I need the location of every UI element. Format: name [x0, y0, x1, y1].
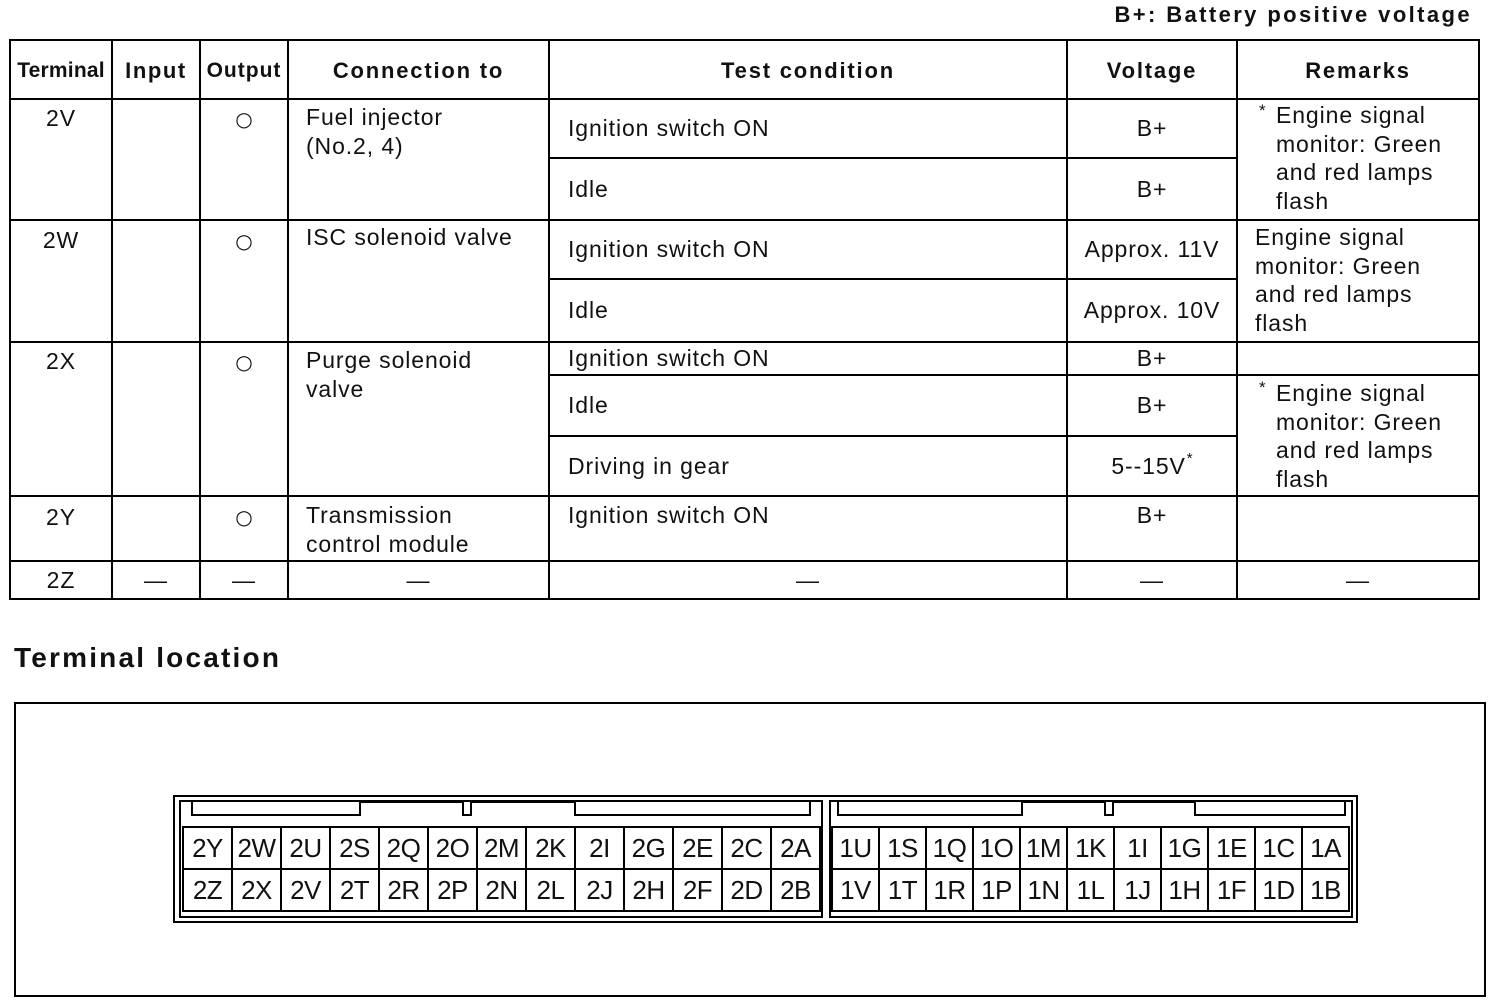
connection-line: Fuel injector — [306, 104, 443, 130]
test-condition-cell: Idle — [550, 159, 1068, 221]
connection-line: Transmission — [306, 502, 453, 528]
remarks-cell-empty — [1238, 343, 1480, 376]
header-remarks: Remarks — [1238, 41, 1480, 100]
connection-cell — [289, 343, 550, 497]
output-circle-icon: ○ — [235, 505, 253, 529]
terminal-location-title: Terminal location — [14, 642, 282, 673]
terminal-cell: 2Y — [11, 497, 113, 562]
terminal-pin-2q: 2Q — [380, 828, 429, 870]
terminal-pin-1f: 1F — [1209, 870, 1256, 912]
voltage-cell — [1068, 437, 1238, 497]
terminal-pin-2t: 2T — [331, 870, 380, 912]
test-condition-cell: — — [550, 562, 1068, 600]
terminal-pin-1k: 1K — [1068, 828, 1115, 870]
terminal-pin-1p: 1P — [974, 870, 1021, 912]
input-cell — [113, 497, 201, 562]
terminal-table — [9, 39, 1480, 600]
connector-2-pin-grid — [182, 826, 821, 912]
terminal-pin-1l: 1L — [1068, 870, 1115, 912]
connection-line: ISC solenoid valve — [306, 224, 513, 250]
terminal-pin-2x: 2X — [233, 870, 282, 912]
remarks-line: monitor: Green — [1276, 130, 1442, 157]
terminal-pin-2a: 2A — [772, 828, 821, 870]
terminal-pin-1i: 1I — [1115, 828, 1162, 870]
voltage-cell: B+ — [1068, 343, 1238, 376]
connector-1-key-outline — [838, 802, 1345, 815]
test-condition-cell: Idle — [550, 280, 1068, 343]
terminal-pin-2z: 2Z — [184, 870, 233, 912]
terminal-pin-2r: 2R — [380, 870, 429, 912]
header-terminal: Terminal — [11, 41, 113, 100]
remarks-line: flash — [1255, 309, 1309, 336]
test-condition-cell: Driving in gear — [550, 437, 1068, 497]
terminal-pin-1b: 1B — [1303, 870, 1350, 912]
terminal-pin-2e: 2E — [674, 828, 723, 870]
connector-1-pin-grid — [831, 826, 1350, 912]
terminal-cell: 2X — [11, 343, 113, 497]
terminal-pin-2o: 2O — [429, 828, 478, 870]
remarks-line: and red lamps — [1276, 437, 1434, 463]
legend-battery-voltage: B+: Battery positive voltage — [1114, 2, 1472, 27]
test-condition-cell: Ignition switch ON — [550, 100, 1068, 159]
terminal-pin-2g: 2G — [625, 828, 674, 870]
output-circle-icon: ○ — [235, 229, 253, 253]
remarks-line: and red lamps — [1255, 281, 1413, 307]
terminal-pin-2j: 2J — [576, 870, 625, 912]
terminal-cell: 2V — [11, 100, 113, 221]
footnote-asterisk: * — [1259, 101, 1266, 120]
output-circle-icon: ○ — [235, 107, 253, 131]
terminal-pin-1n: 1N — [1021, 870, 1068, 912]
terminal-pin-2m: 2M — [478, 828, 527, 870]
voltage-cell: B+ — [1068, 100, 1238, 159]
terminal-pin-2u: 2U — [282, 828, 331, 870]
terminal-pin-1u: 1U — [833, 828, 880, 870]
terminal-pin-2s: 2S — [331, 828, 380, 870]
connection-line: control module — [306, 530, 470, 557]
terminal-pin-2v: 2V — [282, 870, 331, 912]
voltage-footnote-asterisk: * — [1186, 449, 1193, 467]
terminal-pin-1v: 1V — [833, 870, 880, 912]
test-condition-cell: Ignition switch ON — [550, 497, 1068, 562]
remarks-cell — [1238, 100, 1480, 221]
connection-line: (No.2, 4) — [306, 132, 404, 159]
remarks-line: monitor: Green — [1276, 408, 1442, 435]
output-cell — [201, 221, 289, 343]
voltage-cell: B+ — [1068, 159, 1238, 221]
terminal-cell: 2W — [11, 221, 113, 343]
terminal-pin-2y: 2Y — [184, 828, 233, 870]
voltage-cell: B+ — [1068, 497, 1238, 562]
remarks-line: Engine signal — [1255, 224, 1405, 250]
input-cell — [113, 343, 201, 497]
terminal-pin-1o: 1O — [974, 828, 1021, 870]
remarks-cell-empty — [1238, 497, 1480, 562]
output-cell — [201, 343, 289, 497]
remarks-line: flash — [1276, 465, 1330, 492]
connection-line: Purge solenoid — [306, 347, 473, 373]
footnote-asterisk: * — [1259, 378, 1266, 397]
terminal-pin-2p: 2P — [429, 870, 478, 912]
terminal-cell: 2Z — [11, 562, 113, 600]
terminal-pin-1e: 1E — [1209, 828, 1256, 870]
connection-cell — [289, 497, 550, 562]
terminal-pin-2w: 2W — [233, 828, 282, 870]
voltage-value: 5--15V — [1111, 452, 1186, 479]
terminal-pin-2d: 2D — [723, 870, 772, 912]
remarks-cell: — — [1238, 562, 1480, 600]
header-input: Input — [113, 41, 201, 100]
connection-line: valve — [306, 375, 365, 402]
remarks-line: flash — [1276, 187, 1330, 214]
terminal-pin-1q: 1Q — [927, 828, 974, 870]
terminal-pin-1d: 1D — [1256, 870, 1303, 912]
input-cell: — — [113, 562, 201, 600]
remarks-line: Engine signal — [1276, 380, 1426, 406]
terminal-pin-1c: 1C — [1256, 828, 1303, 870]
test-condition-cell: Ignition switch ON — [550, 343, 1068, 376]
connection-cell — [289, 100, 550, 221]
output-circle-icon: ○ — [235, 350, 253, 374]
terminal-pin-1g: 1G — [1162, 828, 1209, 870]
terminal-pin-1j: 1J — [1115, 870, 1162, 912]
test-condition-cell: Idle — [550, 376, 1068, 437]
terminal-pin-2i: 2I — [576, 828, 625, 870]
output-cell — [201, 100, 289, 221]
connection-cell — [289, 221, 550, 343]
terminal-pin-1h: 1H — [1162, 870, 1209, 912]
header-output: Output — [201, 41, 289, 100]
terminal-pin-2h: 2H — [625, 870, 674, 912]
terminal-pin-1m: 1M — [1021, 828, 1068, 870]
remarks-line: Engine signal — [1276, 102, 1426, 128]
terminal-pin-1a: 1A — [1303, 828, 1350, 870]
connection-cell: — — [289, 562, 550, 600]
terminal-pin-2l: 2L — [527, 870, 576, 912]
header-voltage: Voltage — [1068, 41, 1238, 100]
terminal-pin-2c: 2C — [723, 828, 772, 870]
voltage-cell: B+ — [1068, 376, 1238, 437]
terminal-pin-1t: 1T — [880, 870, 927, 912]
voltage-cell: Approx. 10V — [1068, 280, 1238, 343]
test-condition-cell: Ignition switch ON — [550, 221, 1068, 280]
voltage-cell: — — [1068, 562, 1238, 600]
input-cell — [113, 221, 201, 343]
output-cell — [201, 497, 289, 562]
remarks-line: and red lamps — [1276, 159, 1434, 185]
remarks-line: monitor: Green — [1255, 252, 1421, 279]
remarks-cell — [1238, 376, 1480, 497]
terminal-pin-2k: 2K — [527, 828, 576, 870]
terminal-pin-2f: 2F — [674, 870, 723, 912]
remarks-cell — [1238, 221, 1480, 343]
header-test-condition: Test condition — [550, 41, 1068, 100]
terminal-pin-1s: 1S — [880, 828, 927, 870]
input-cell — [113, 100, 201, 221]
output-cell: — — [201, 562, 289, 600]
terminal-pin-1r: 1R — [927, 870, 974, 912]
voltage-cell: Approx. 11V — [1068, 221, 1238, 280]
connector-2-key-outline — [192, 802, 810, 815]
terminal-pin-2b: 2B — [772, 870, 821, 912]
terminal-pin-2n: 2N — [478, 870, 527, 912]
header-connection-to: Connection to — [289, 41, 550, 100]
